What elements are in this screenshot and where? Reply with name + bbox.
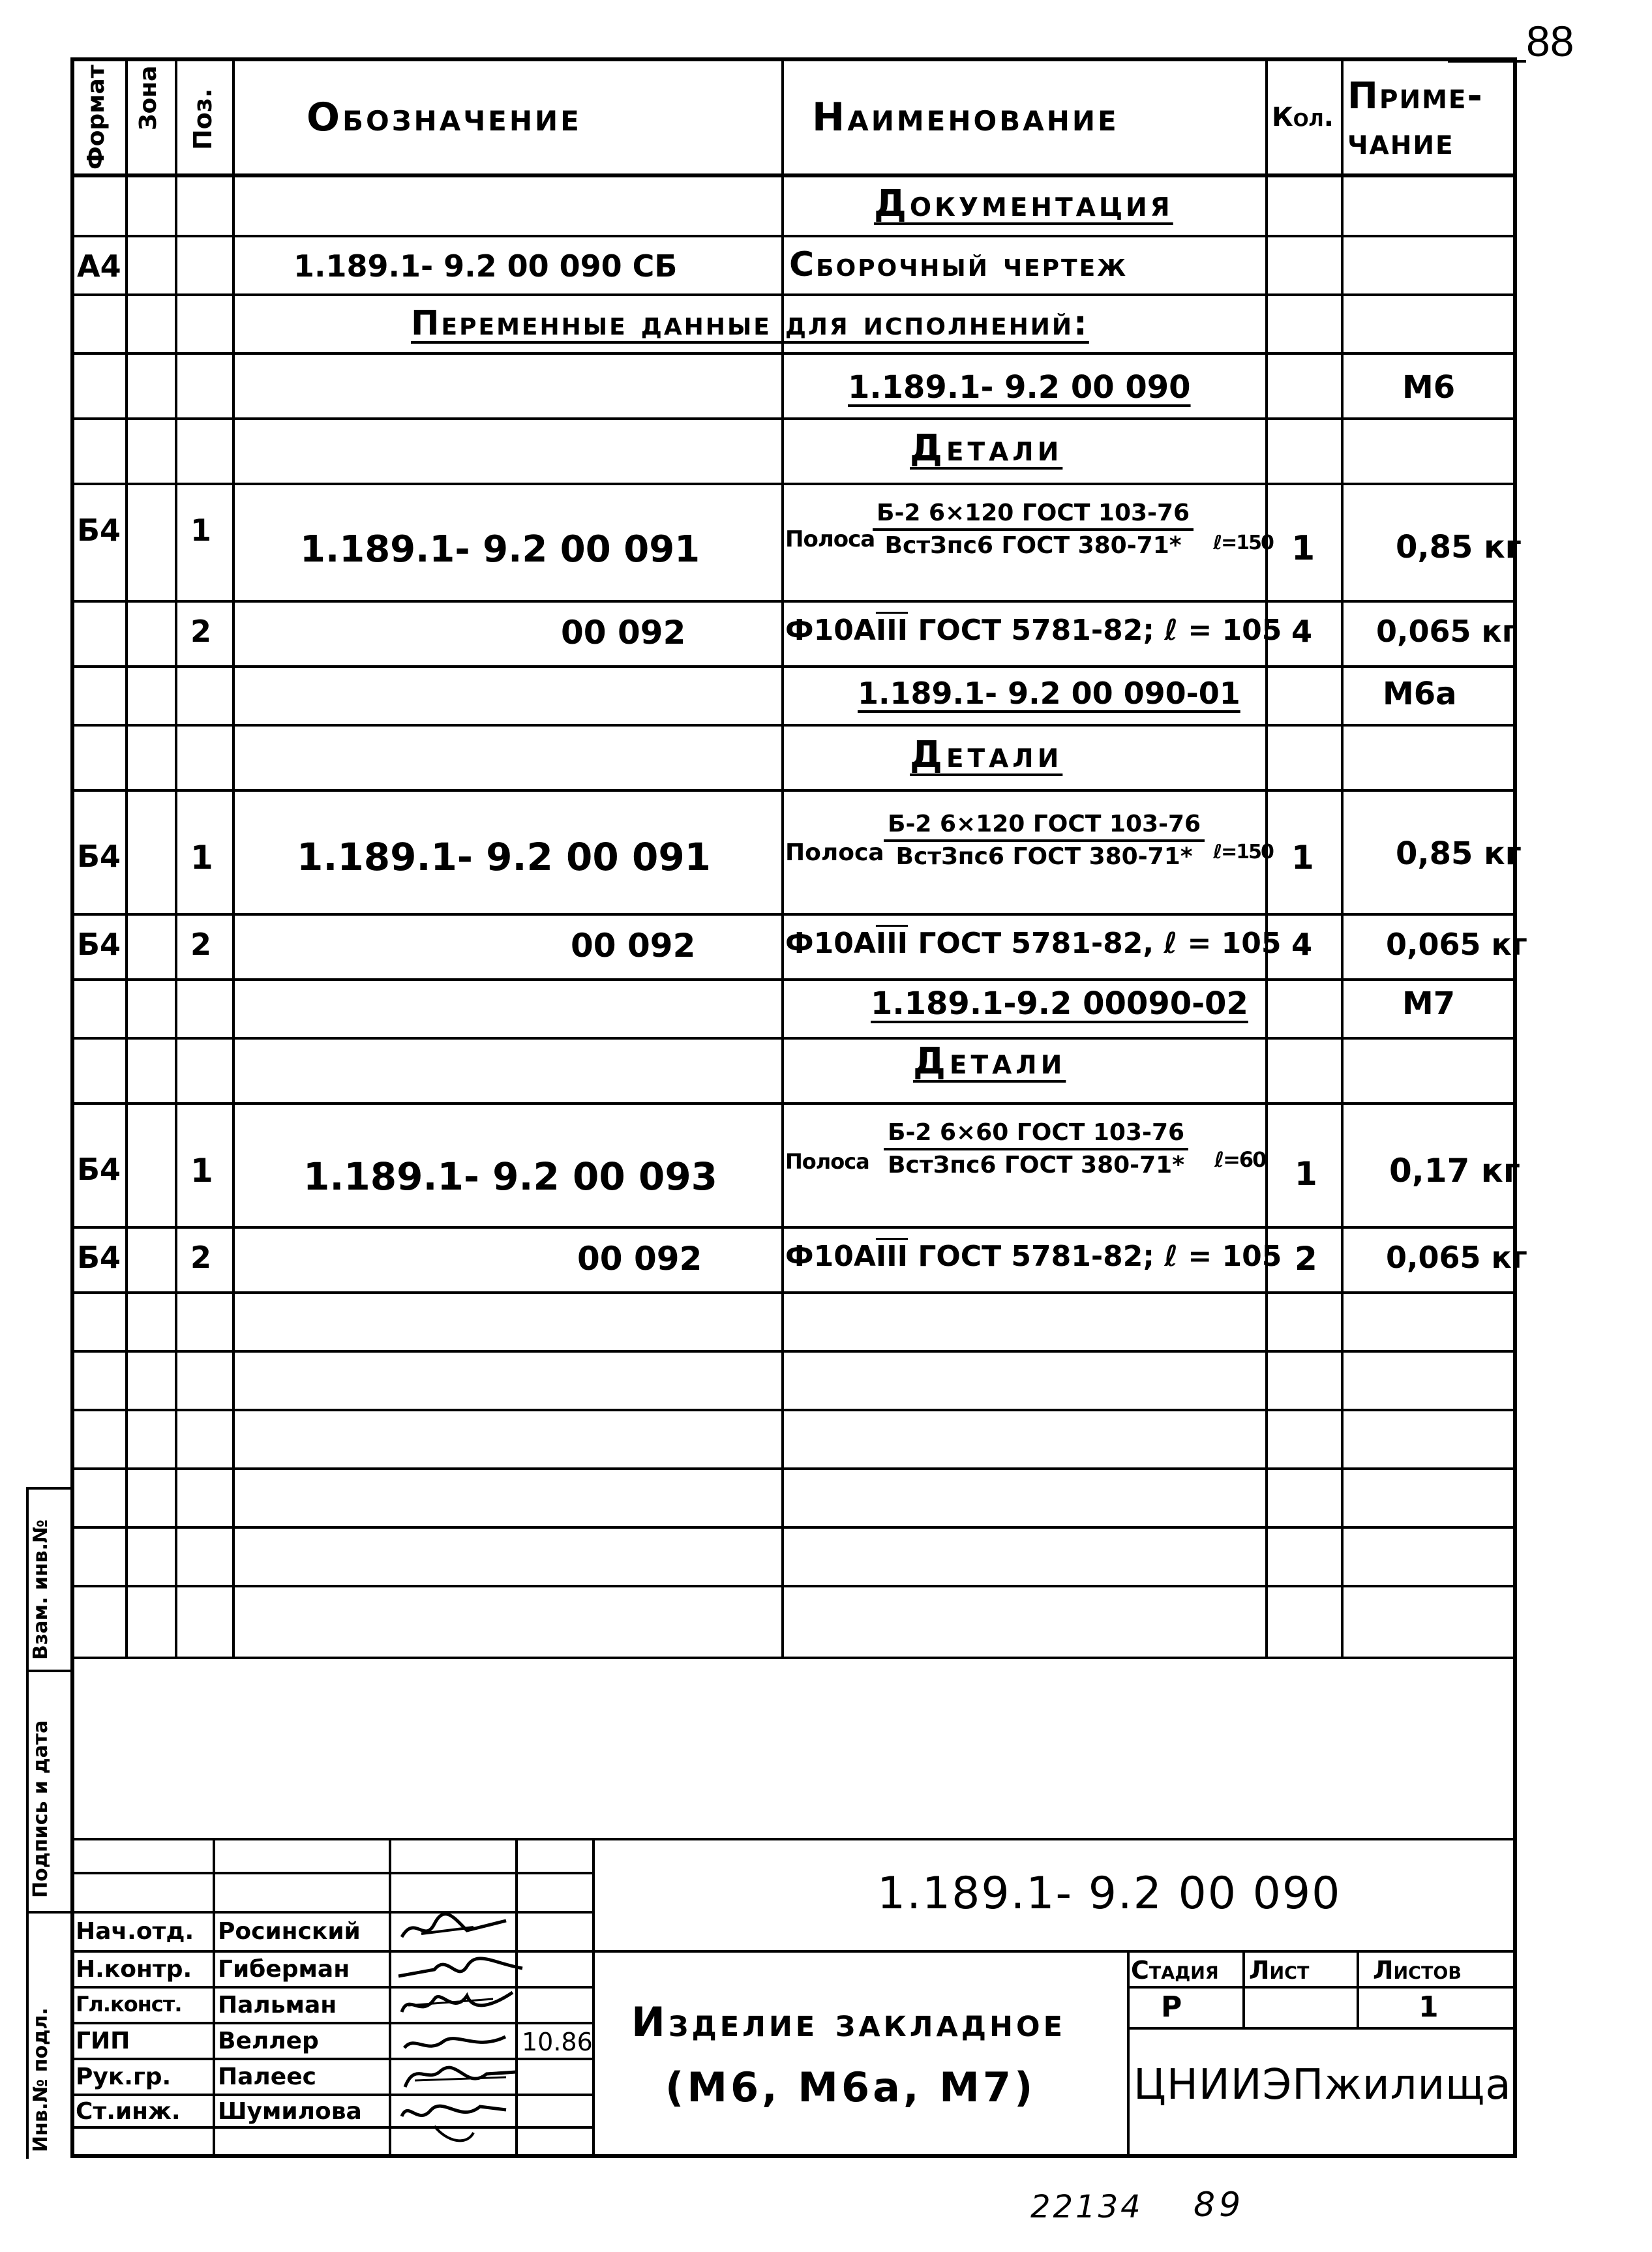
staff-role-2: Гл.конст. (76, 1992, 182, 2017)
signature-1 (395, 1950, 526, 1986)
row14-name-suffix: ℓ=60 (1214, 1147, 1266, 1172)
row14-designation: 1.189.1- 9.2 00 093 (303, 1154, 718, 1199)
header-qty: Кол. (1272, 102, 1334, 132)
row6-name-den: ВстЗпс6 ГОСТ 380-71* (884, 532, 1182, 559)
row11-note: 0,065 кг (1386, 927, 1527, 962)
staff-name-2: Пальман (218, 1992, 337, 2019)
signature-2 (395, 1986, 519, 2022)
section-details-3: Детали (913, 1040, 1066, 1083)
stage-value: Р (1161, 1990, 1182, 2024)
row7-designation: 00 092 (561, 614, 686, 652)
section-documentation: Документация (874, 183, 1173, 225)
row2-designation: 1.189.1- 9.2 00 090 СБ (293, 248, 678, 284)
header-pos: Поз. (188, 88, 217, 150)
row12-note: М7 (1402, 985, 1456, 1022)
row6-name-suffix: ℓ=150 (1213, 532, 1273, 554)
row15-designation: 00 092 (577, 1240, 702, 1278)
row15-qty: 2 (1295, 1240, 1317, 1278)
row12-name: 1.189.1-9.2 00090-02 (871, 985, 1248, 1022)
row6-designation: 1.189.1- 9.2 00 091 (300, 528, 700, 571)
title-product-line1: Изделие закладное (631, 1998, 1066, 2046)
row11-format: Б4 (77, 927, 121, 962)
staff-name-5: Шумилова (218, 2098, 362, 2125)
row11-qty: 4 (1291, 927, 1313, 962)
row11-designation: 00 092 (571, 927, 696, 965)
row6-pos: 1 (190, 513, 212, 548)
row14-note: 0,17 кг (1389, 1152, 1520, 1190)
row8-note: М6а (1383, 676, 1457, 712)
staff-role-0: Нач.отд. (76, 1918, 194, 1945)
row10-pos: 1 (190, 839, 213, 877)
row14-name-fraction (884, 1120, 1188, 1178)
row7-note: 0,065 кг (1376, 614, 1518, 649)
row14-pos: 1 (190, 1152, 213, 1190)
row10-name-prefix: Полоса (785, 839, 884, 866)
header-format: Формат (83, 65, 110, 170)
row7-name-grade: $\overline{III}$ (875, 614, 909, 647)
header-zone: Зона (135, 65, 162, 130)
staff-role-4: Рук.гр. (76, 2064, 172, 2090)
header-designation: Обозначение (307, 95, 582, 140)
signature-3 (398, 2025, 512, 2058)
row10-designation: 1.189.1- 9.2 00 091 (297, 835, 712, 879)
staff-name-0: Росинский (218, 1918, 361, 1945)
sheets-value: 1 (1419, 1990, 1439, 2024)
staff-role-3: ГИП (76, 2028, 130, 2054)
row10-note: 0,85 кг (1396, 835, 1522, 872)
row6-format: Б4 (77, 513, 121, 548)
row6-note: 0,85 кг (1396, 529, 1522, 565)
header-note-line2: чание (1347, 121, 1454, 163)
title-date: 10.86 (522, 2028, 593, 2056)
staff-name-1: Гиберман (218, 1956, 350, 1983)
staff-name-4: Палеес (218, 2064, 316, 2090)
title-product-line2: (М6, М6а, М7) (665, 2064, 1036, 2111)
row11-name-rest: ГОСТ 5781-82, ℓ = 105 (908, 927, 1282, 960)
side-stamp-line3: Инв.№ подл. (29, 2007, 52, 2152)
row4-note: М6 (1402, 369, 1456, 406)
row6-qty: 1 (1291, 529, 1315, 568)
staff-role-5: Ст.инж. (76, 2098, 181, 2125)
row7-pos: 2 (190, 614, 212, 649)
sheets-label: Листов (1373, 1956, 1462, 1985)
signature-4 (395, 2058, 519, 2094)
row7-name-rest: ГОСТ 5781-82; ℓ = 105 (908, 614, 1282, 647)
row2-name: Сборочный чертеж (789, 245, 1128, 284)
row7-name-prefix: Ф10А (785, 614, 876, 647)
row15-note: 0,065 кг (1386, 1240, 1527, 1275)
row14-name-prefix: Полоса (785, 1149, 869, 1174)
row15-name-prefix: Ф10А (785, 1240, 876, 1273)
sheet-label: Лист (1249, 1956, 1310, 1985)
organization-name: ЦНИИЭПжилища (1134, 2061, 1512, 2109)
row7-name (785, 616, 1282, 645)
header-note-line1: Приме- (1347, 75, 1484, 117)
row7-qty: 4 (1291, 614, 1313, 649)
row14-qty: 1 (1295, 1155, 1317, 1193)
row15-name (785, 1242, 1282, 1271)
footer-sheet-number: 89 (1194, 2185, 1245, 2225)
row4-name: 1.189.1- 9.2 00 090 (848, 369, 1191, 406)
row11-name (785, 929, 1282, 958)
section-details-2: Детали (910, 734, 1063, 776)
row6-name-fraction (873, 501, 1194, 558)
row15-format: Б4 (77, 1240, 121, 1275)
row14-format: Б4 (77, 1152, 121, 1187)
signature-5 (395, 2094, 513, 2152)
staff-role-1: Н.контр. (76, 1956, 192, 1983)
variable-data-heading: Переменные данные для исполнений: (411, 304, 1089, 343)
section-details-1: Детали (910, 427, 1063, 470)
archive-number: 22134 (1030, 2189, 1143, 2225)
row10-name-suffix: ℓ=150 (1213, 841, 1273, 863)
row10-qty: 1 (1291, 839, 1314, 877)
row10-name-den: ВстЗпс6 ГОСТ 380-71* (895, 843, 1193, 870)
row2-format: А4 (77, 248, 121, 284)
row11-pos: 2 (190, 927, 212, 962)
side-stamp-line1: Взам. инв.№ (29, 1519, 52, 1660)
page-number: 88 (1526, 17, 1574, 65)
row15-pos: 2 (190, 1240, 212, 1275)
row10-name-fraction (884, 812, 1205, 869)
row11-name-grade: $\overline{III}$ (875, 927, 909, 960)
row15-name-rest: ГОСТ 5781-82; ℓ = 105 (908, 1240, 1282, 1273)
row10-format: Б4 (77, 839, 121, 874)
row14-name-den: ВстЗпс6 ГОСТ 380-71* (887, 1151, 1185, 1179)
side-stamp-line2: Подпись и дата (29, 1720, 52, 1898)
row14-name-num: Б-2 6×60 ГОСТ 103-76 (884, 1120, 1188, 1150)
title-doc-number: 1.189.1- 9.2 00 090 (877, 1868, 1342, 1919)
row10-name-num: Б-2 6×120 ГОСТ 103-76 (884, 812, 1205, 842)
signature-0 (395, 1908, 513, 1947)
stage-label: Стадия (1131, 1956, 1219, 1985)
header-name: Наименование (812, 95, 1119, 140)
row6-name-prefix: Полоса (785, 526, 875, 552)
row15-name-grade: $\overline{III}$ (875, 1240, 909, 1273)
staff-name-3: Веллер (218, 2028, 319, 2054)
row11-name-prefix: Ф10А (785, 927, 876, 960)
row8-name: 1.189.1- 9.2 00 090-01 (858, 676, 1240, 711)
row6-name-num: Б-2 6×120 ГОСТ 103-76 (873, 501, 1194, 531)
